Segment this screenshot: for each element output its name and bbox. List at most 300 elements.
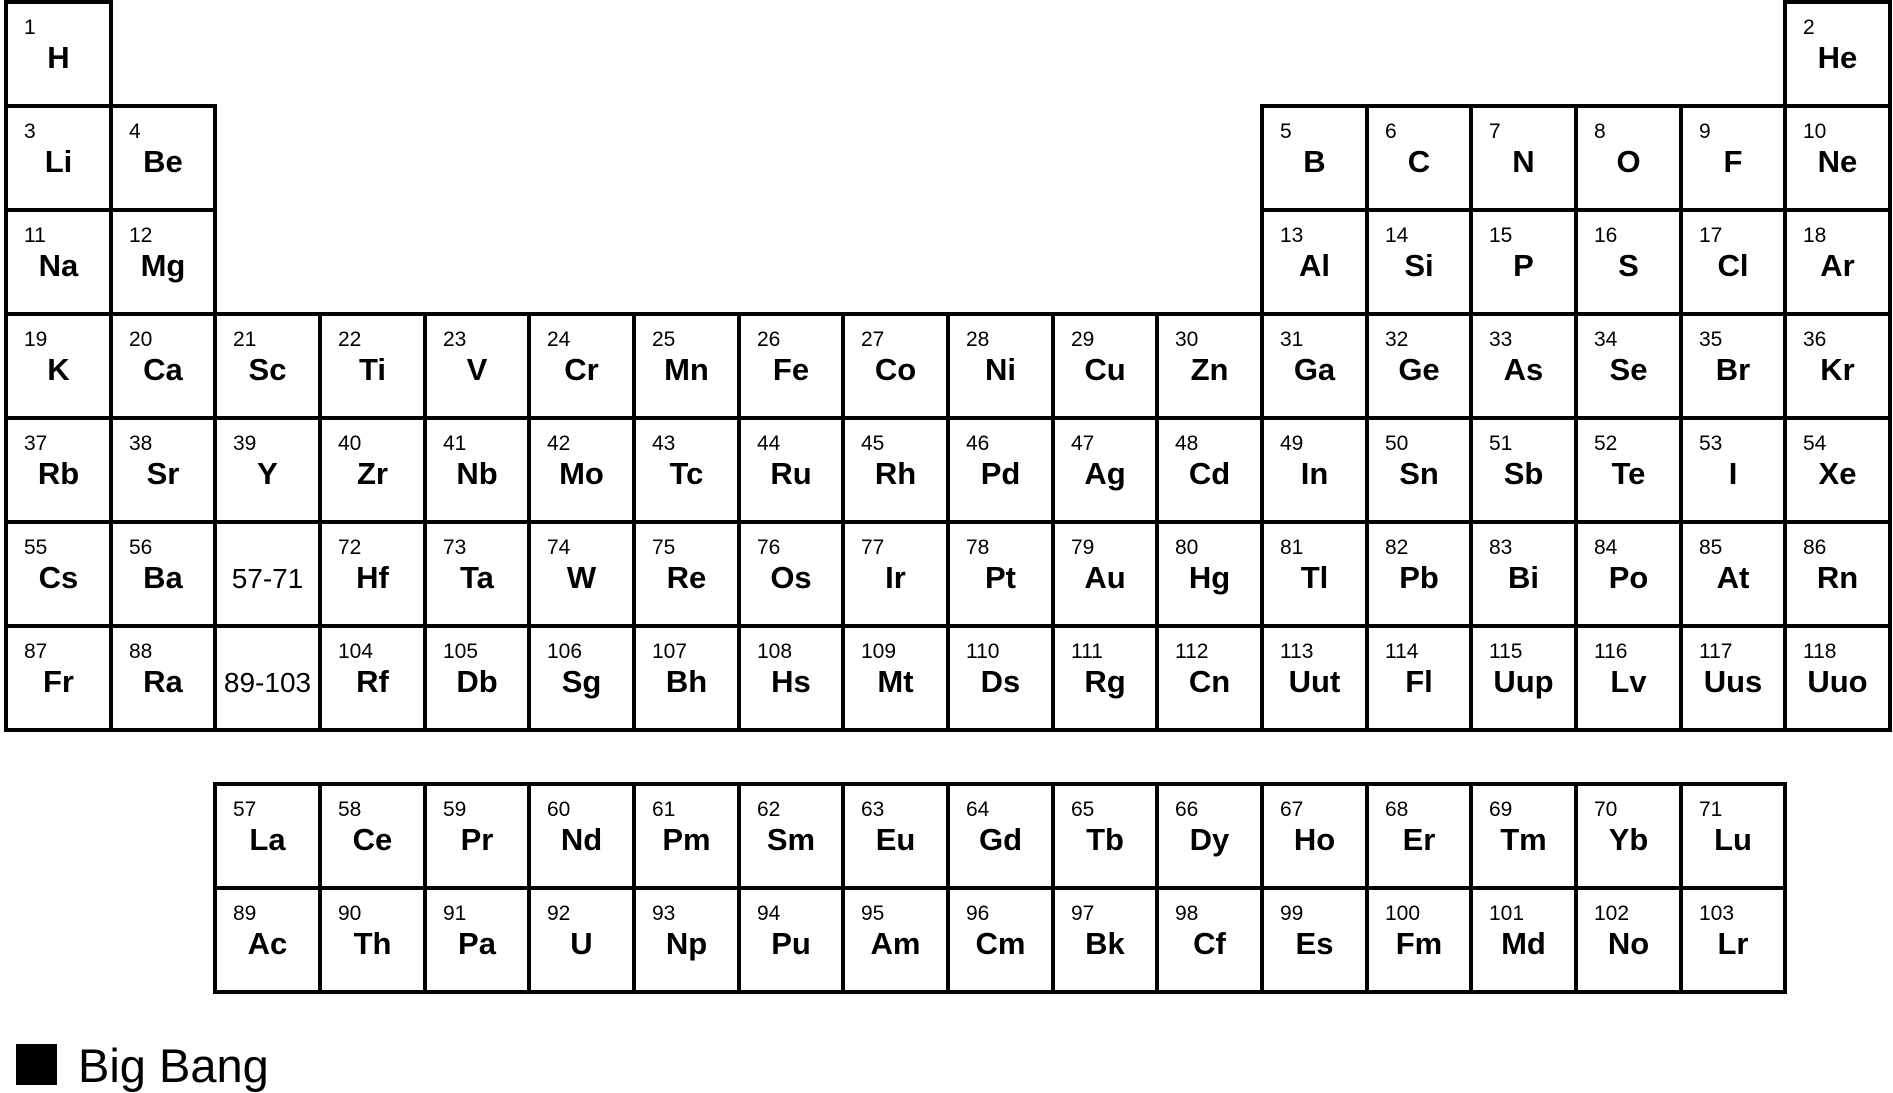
element-cell-yb <box>1574 782 1683 890</box>
element-symbol: Mn <box>664 352 709 387</box>
element-cell-he <box>1783 0 1892 108</box>
atomic-number: 46 <box>966 432 990 455</box>
element-symbol: F <box>1723 144 1743 179</box>
atomic-number: 42 <box>547 432 571 455</box>
element-symbol: Sr <box>146 456 180 491</box>
element-symbol: Ho <box>1293 822 1336 857</box>
atomic-number: 29 <box>1071 328 1095 351</box>
atomic-number: 39 <box>233 432 257 455</box>
element-cell-fr <box>4 624 113 732</box>
element-cell-bk <box>1051 886 1159 994</box>
element-symbol: I <box>1728 456 1738 491</box>
atomic-number: 86 <box>1803 536 1827 559</box>
element-cell-md <box>1469 886 1578 994</box>
element-symbol: Lr <box>1717 926 1749 961</box>
element-symbol: Ge <box>1398 352 1440 387</box>
atomic-number: 52 <box>1594 432 1618 455</box>
element-symbol: Bi <box>1508 560 1539 595</box>
element-symbol: Hg <box>1188 560 1231 595</box>
atomic-number: 114 <box>1385 640 1419 663</box>
element-symbol: Cu <box>1084 352 1126 387</box>
element-symbol: Re <box>666 560 707 595</box>
element-cell-es <box>1260 886 1369 994</box>
element-symbol: Zr <box>357 456 388 491</box>
atomic-number: 21 <box>233 328 257 351</box>
element-cell-lv <box>1574 624 1683 732</box>
element-symbol: Fm <box>1395 926 1443 961</box>
element-cell-v <box>423 312 531 420</box>
element-cell-se <box>1574 312 1683 420</box>
element-symbol: V <box>466 352 488 387</box>
atomic-number: 45 <box>861 432 885 455</box>
element-symbol: Es <box>1295 926 1334 961</box>
element-cell-ga <box>1260 312 1369 420</box>
element-symbol: La <box>249 822 286 857</box>
element-cell-sn <box>1365 416 1473 524</box>
atomic-number: 94 <box>757 902 781 925</box>
element-symbol: Cd <box>1188 456 1231 491</box>
element-symbol: Se <box>1609 352 1648 387</box>
element-symbol: Md <box>1501 926 1546 961</box>
atomic-number: 22 <box>338 328 362 351</box>
element-cell-w <box>527 520 636 628</box>
element-cell-dy <box>1155 782 1264 890</box>
atomic-number: 36 <box>1803 328 1827 351</box>
element-cell-cf <box>1155 886 1264 994</box>
element-symbol: Pd <box>980 456 1021 491</box>
element-cell-ds <box>946 624 1055 732</box>
atomic-number: 14 <box>1385 224 1409 247</box>
element-cell-th <box>318 886 427 994</box>
element-cell-rh <box>841 416 950 524</box>
element-cell-tb <box>1051 782 1159 890</box>
element-cell-pr <box>423 782 531 890</box>
range-label: 57-71 <box>231 563 304 594</box>
element-symbol: Si <box>1404 248 1434 283</box>
element-cell-cn <box>1155 624 1264 732</box>
element-symbol: Pb <box>1399 560 1439 595</box>
atomic-number: 1 <box>24 16 36 39</box>
atomic-number: 68 <box>1385 798 1409 821</box>
element-symbol: Pt <box>985 560 1016 595</box>
element-cell-sg <box>527 624 636 732</box>
atomic-number: 105 <box>443 640 479 663</box>
element-cell-h <box>4 0 113 108</box>
element-symbol: Cn <box>1188 664 1231 699</box>
element-cell-sb <box>1469 416 1578 524</box>
atomic-number: 91 <box>443 902 467 925</box>
atomic-number: 72 <box>338 536 362 559</box>
element-symbol: Te <box>1611 456 1646 491</box>
element-cell-os <box>737 520 845 628</box>
element-cell-am <box>841 886 950 994</box>
element-symbol: Tc <box>669 456 704 491</box>
element-cell-cr <box>527 312 636 420</box>
atomic-number: 97 <box>1071 902 1095 925</box>
atomic-number: 111 <box>1071 640 1103 663</box>
atomic-number: 108 <box>757 640 793 663</box>
element-symbol: Ni <box>985 352 1016 387</box>
element-symbol: Sb <box>1503 456 1544 491</box>
element-cell-rf <box>318 624 427 732</box>
atomic-number: 95 <box>861 902 885 925</box>
element-symbol: Xe <box>1818 456 1857 491</box>
atomic-number: 25 <box>652 328 676 351</box>
legend <box>0 1030 1893 1093</box>
atomic-number: 41 <box>443 432 467 455</box>
element-cell-mo <box>527 416 636 524</box>
element-cell-s <box>1574 208 1683 316</box>
element-cell-tl <box>1260 520 1369 628</box>
atomic-number: 58 <box>338 798 362 821</box>
element-symbol: Mg <box>140 248 186 283</box>
element-symbol: Pa <box>458 926 496 961</box>
element-symbol: Br <box>1715 352 1751 387</box>
atomic-number: 19 <box>24 328 48 351</box>
lanthanide-range-cell <box>213 520 322 628</box>
element-symbol: Ra <box>143 664 183 699</box>
atomic-number: 3 <box>24 120 36 143</box>
atomic-number: 47 <box>1071 432 1095 455</box>
atomic-number: 33 <box>1489 328 1513 351</box>
element-cell-si <box>1365 208 1473 316</box>
element-symbol: Mt <box>877 664 914 699</box>
element-symbol: Os <box>770 560 812 595</box>
element-symbol: Cl <box>1717 248 1749 283</box>
element-symbol: Bh <box>665 664 708 699</box>
atomic-number: 43 <box>652 432 676 455</box>
atomic-number: 59 <box>443 798 467 821</box>
element-symbol: Cm <box>975 926 1026 961</box>
element-cell-uus <box>1679 624 1787 732</box>
atomic-number: 102 <box>1594 902 1630 925</box>
element-symbol: Lu <box>1714 822 1752 857</box>
element-cell-pd <box>946 416 1055 524</box>
element-symbol: C <box>1407 144 1431 179</box>
element-cell-ti <box>318 312 427 420</box>
atomic-number: 74 <box>547 536 571 559</box>
atomic-number: 117 <box>1699 640 1733 663</box>
atomic-number: 57 <box>233 798 257 821</box>
element-cell-ho <box>1260 782 1369 890</box>
atomic-number: 85 <box>1699 536 1723 559</box>
element-symbol: Sm <box>766 822 816 857</box>
atomic-number: 12 <box>129 224 153 247</box>
element-cell-in <box>1260 416 1369 524</box>
element-symbol: Ir <box>885 560 906 595</box>
element-cell-re <box>632 520 741 628</box>
element-cell-pt <box>946 520 1055 628</box>
element-symbol: Ar <box>1820 248 1855 283</box>
element-cell-cd <box>1155 416 1264 524</box>
element-cell-fe <box>737 312 845 420</box>
atomic-number: 8 <box>1594 120 1606 143</box>
element-cell-n <box>1469 104 1578 212</box>
atomic-number: 82 <box>1385 536 1409 559</box>
element-cell-hs <box>737 624 845 732</box>
element-symbol: Cs <box>38 560 79 595</box>
atomic-number: 30 <box>1175 328 1199 351</box>
element-symbol: S <box>1618 248 1639 283</box>
element-symbol: Np <box>665 926 708 961</box>
atomic-number: 54 <box>1803 432 1827 455</box>
atomic-number: 7 <box>1489 120 1501 143</box>
element-cell-hf <box>318 520 427 628</box>
element-symbol: Tm <box>1500 822 1547 857</box>
atomic-number: 88 <box>129 640 153 663</box>
element-cell-al <box>1260 208 1369 316</box>
atomic-number: 80 <box>1175 536 1199 559</box>
atomic-number: 101 <box>1489 902 1525 925</box>
element-symbol: Hf <box>356 560 389 595</box>
atomic-number: 69 <box>1489 798 1513 821</box>
element-symbol: Uus <box>1703 664 1763 699</box>
element-symbol: B <box>1303 144 1326 179</box>
element-symbol: As <box>1503 352 1544 387</box>
atomic-number: 27 <box>861 328 885 351</box>
element-symbol: W <box>566 560 597 595</box>
atomic-number: 44 <box>757 432 781 455</box>
element-symbol: Fl <box>1405 664 1433 699</box>
element-cell-be <box>109 104 217 212</box>
legend-label-big-bang: Big Bang <box>78 1039 269 1092</box>
atomic-number: 118 <box>1803 640 1837 663</box>
element-symbol: Ru <box>770 456 812 491</box>
element-symbol: In <box>1300 456 1329 491</box>
element-symbol: N <box>1512 144 1535 179</box>
element-symbol: K <box>47 352 70 387</box>
atomic-number: 9 <box>1699 120 1711 143</box>
atomic-number: 93 <box>652 902 676 925</box>
atomic-number: 65 <box>1071 798 1095 821</box>
element-cell-at <box>1679 520 1787 628</box>
atomic-number: 26 <box>757 328 781 351</box>
element-symbol: Rg <box>1084 664 1126 699</box>
element-cell-rn <box>1783 520 1892 628</box>
atomic-number: 109 <box>861 640 897 663</box>
element-symbol: Fr <box>43 664 74 699</box>
element-symbol: H <box>47 40 70 75</box>
element-symbol: Uup <box>1493 664 1554 699</box>
atomic-number: 11 <box>24 224 46 247</box>
element-cell-cu <box>1051 312 1159 420</box>
atomic-number: 66 <box>1175 798 1199 821</box>
element-symbol: Uut <box>1288 664 1341 699</box>
element-cell-na <box>4 208 113 316</box>
element-symbol: Ce <box>352 822 393 857</box>
element-cell-li <box>4 104 113 212</box>
element-cell-bh <box>632 624 741 732</box>
atomic-number: 96 <box>966 902 990 925</box>
element-cell-la <box>213 782 322 890</box>
element-cell-ac <box>213 886 322 994</box>
element-cell-rb <box>4 416 113 524</box>
element-symbol: Sg <box>561 664 602 699</box>
element-cell-pb <box>1365 520 1473 628</box>
element-symbol: Ga <box>1293 352 1336 387</box>
element-cell-nd <box>527 782 636 890</box>
element-symbol: Po <box>1608 560 1649 595</box>
atomic-number: 81 <box>1280 536 1304 559</box>
atomic-number: 104 <box>338 640 374 663</box>
element-symbol: Gd <box>978 822 1023 857</box>
atomic-number: 20 <box>129 328 153 351</box>
element-symbol: U <box>570 926 593 961</box>
element-cell-ni <box>946 312 1055 420</box>
element-symbol: Yb <box>1608 822 1649 857</box>
element-cell-no <box>1574 886 1683 994</box>
element-symbol: Sn <box>1399 456 1439 491</box>
atomic-number: 90 <box>338 902 362 925</box>
atomic-number: 6 <box>1385 120 1397 143</box>
atomic-number: 50 <box>1385 432 1409 455</box>
atomic-number: 113 <box>1280 640 1314 663</box>
atomic-number: 83 <box>1489 536 1513 559</box>
element-cell-pm <box>632 782 741 890</box>
element-cell-np <box>632 886 741 994</box>
element-cell-zn <box>1155 312 1264 420</box>
atomic-number: 112 <box>1175 640 1209 663</box>
element-cell-uuo <box>1783 624 1892 732</box>
element-symbol: Mo <box>559 456 604 491</box>
atomic-number: 78 <box>966 536 990 559</box>
atomic-number: 87 <box>24 640 48 663</box>
element-cell-ne <box>1783 104 1892 212</box>
element-cell-ge <box>1365 312 1473 420</box>
element-cell-ta <box>423 520 531 628</box>
element-cell-sm <box>737 782 845 890</box>
element-cell-xe <box>1783 416 1892 524</box>
element-symbol: Cf <box>1193 926 1226 961</box>
element-symbol: Rn <box>1816 560 1859 595</box>
element-cell-ir <box>841 520 950 628</box>
element-cell-bi <box>1469 520 1578 628</box>
element-cell-cs <box>4 520 113 628</box>
element-symbol: Li <box>44 144 73 179</box>
element-cell-cm <box>946 886 1055 994</box>
element-cell-uut <box>1260 624 1369 732</box>
atomic-number: 115 <box>1489 640 1523 663</box>
atomic-number: 40 <box>338 432 362 455</box>
element-symbol: Al <box>1299 248 1330 283</box>
element-cell-i <box>1679 416 1787 524</box>
element-cell-ca <box>109 312 217 420</box>
range-label: 89-103 <box>223 667 312 698</box>
element-cell-p <box>1469 208 1578 316</box>
actinide-range-cell <box>213 624 322 732</box>
atomic-number: 106 <box>547 640 583 663</box>
atomic-number: 15 <box>1489 224 1513 247</box>
element-cell-as <box>1469 312 1578 420</box>
element-symbol: Pu <box>771 926 811 961</box>
element-symbol: Nd <box>560 822 603 857</box>
element-symbol: Nb <box>456 456 498 491</box>
atomic-number: 67 <box>1280 798 1304 821</box>
element-symbol: Y <box>257 456 278 491</box>
element-cell-sc <box>213 312 322 420</box>
element-symbol: P <box>1513 248 1534 283</box>
atomic-number: 63 <box>861 798 885 821</box>
element-symbol: Be <box>143 144 183 179</box>
element-cell-ag <box>1051 416 1159 524</box>
element-symbol: He <box>1817 40 1858 75</box>
element-symbol: Rb <box>37 456 80 491</box>
atomic-number: 53 <box>1699 432 1723 455</box>
element-symbol: Kr <box>1820 352 1855 387</box>
atomic-number: 71 <box>1699 798 1723 821</box>
element-symbol: Ag <box>1084 456 1126 491</box>
element-symbol: Rh <box>874 456 917 491</box>
atomic-number: 16 <box>1594 224 1618 247</box>
element-symbol: Er <box>1402 822 1436 857</box>
atomic-number: 79 <box>1071 536 1095 559</box>
atomic-number: 17 <box>1699 224 1723 247</box>
element-symbol: Th <box>353 926 392 961</box>
atomic-number: 62 <box>757 798 781 821</box>
atomic-number: 2 <box>1803 16 1815 39</box>
element-cell-mn <box>632 312 741 420</box>
atomic-number: 31 <box>1280 328 1304 351</box>
element-symbol: Hs <box>771 664 811 699</box>
atomic-number: 98 <box>1175 902 1199 925</box>
element-cell-cl <box>1679 208 1787 316</box>
element-cell-ar <box>1783 208 1892 316</box>
element-symbol: Ne <box>1817 144 1858 179</box>
atomic-number: 18 <box>1803 224 1827 247</box>
atomic-number: 84 <box>1594 536 1618 559</box>
atomic-number: 4 <box>129 120 141 143</box>
element-symbol: Tb <box>1086 822 1124 857</box>
element-symbol: Sc <box>248 352 287 387</box>
element-symbol: Dy <box>1189 822 1230 857</box>
element-symbol: At <box>1716 560 1750 595</box>
element-cell-eu <box>841 782 950 890</box>
element-cell-te <box>1574 416 1683 524</box>
element-cell-ba <box>109 520 217 628</box>
element-symbol: Ba <box>143 560 183 595</box>
element-cell-po <box>1574 520 1683 628</box>
atomic-number: 76 <box>757 536 781 559</box>
atomic-number: 110 <box>966 640 1000 663</box>
element-cell-fl <box>1365 624 1473 732</box>
atomic-number: 103 <box>1699 902 1735 925</box>
atomic-number: 10 <box>1803 120 1827 143</box>
atomic-number: 107 <box>652 640 688 663</box>
atomic-number: 116 <box>1594 640 1628 663</box>
atomic-number: 70 <box>1594 798 1618 821</box>
atomic-number: 60 <box>547 798 571 821</box>
element-cell-f <box>1679 104 1787 212</box>
element-symbol: Ca <box>143 352 183 387</box>
element-symbol: Ta <box>460 560 494 595</box>
atomic-number: 92 <box>547 902 571 925</box>
element-cell-k <box>4 312 113 420</box>
element-cell-lr <box>1679 886 1787 994</box>
element-cell-gd <box>946 782 1055 890</box>
element-symbol: Rf <box>356 664 389 699</box>
element-symbol: Bk <box>1085 926 1125 961</box>
element-symbol: Na <box>38 248 79 283</box>
element-symbol: Db <box>456 664 498 699</box>
element-cell-nb <box>423 416 531 524</box>
atomic-number: 55 <box>24 536 48 559</box>
atomic-number: 32 <box>1385 328 1409 351</box>
atomic-number: 61 <box>652 798 676 821</box>
element-cell-o <box>1574 104 1683 212</box>
atomic-number: 38 <box>129 432 153 455</box>
element-cell-rg <box>1051 624 1159 732</box>
element-symbol: Lv <box>1610 664 1647 699</box>
